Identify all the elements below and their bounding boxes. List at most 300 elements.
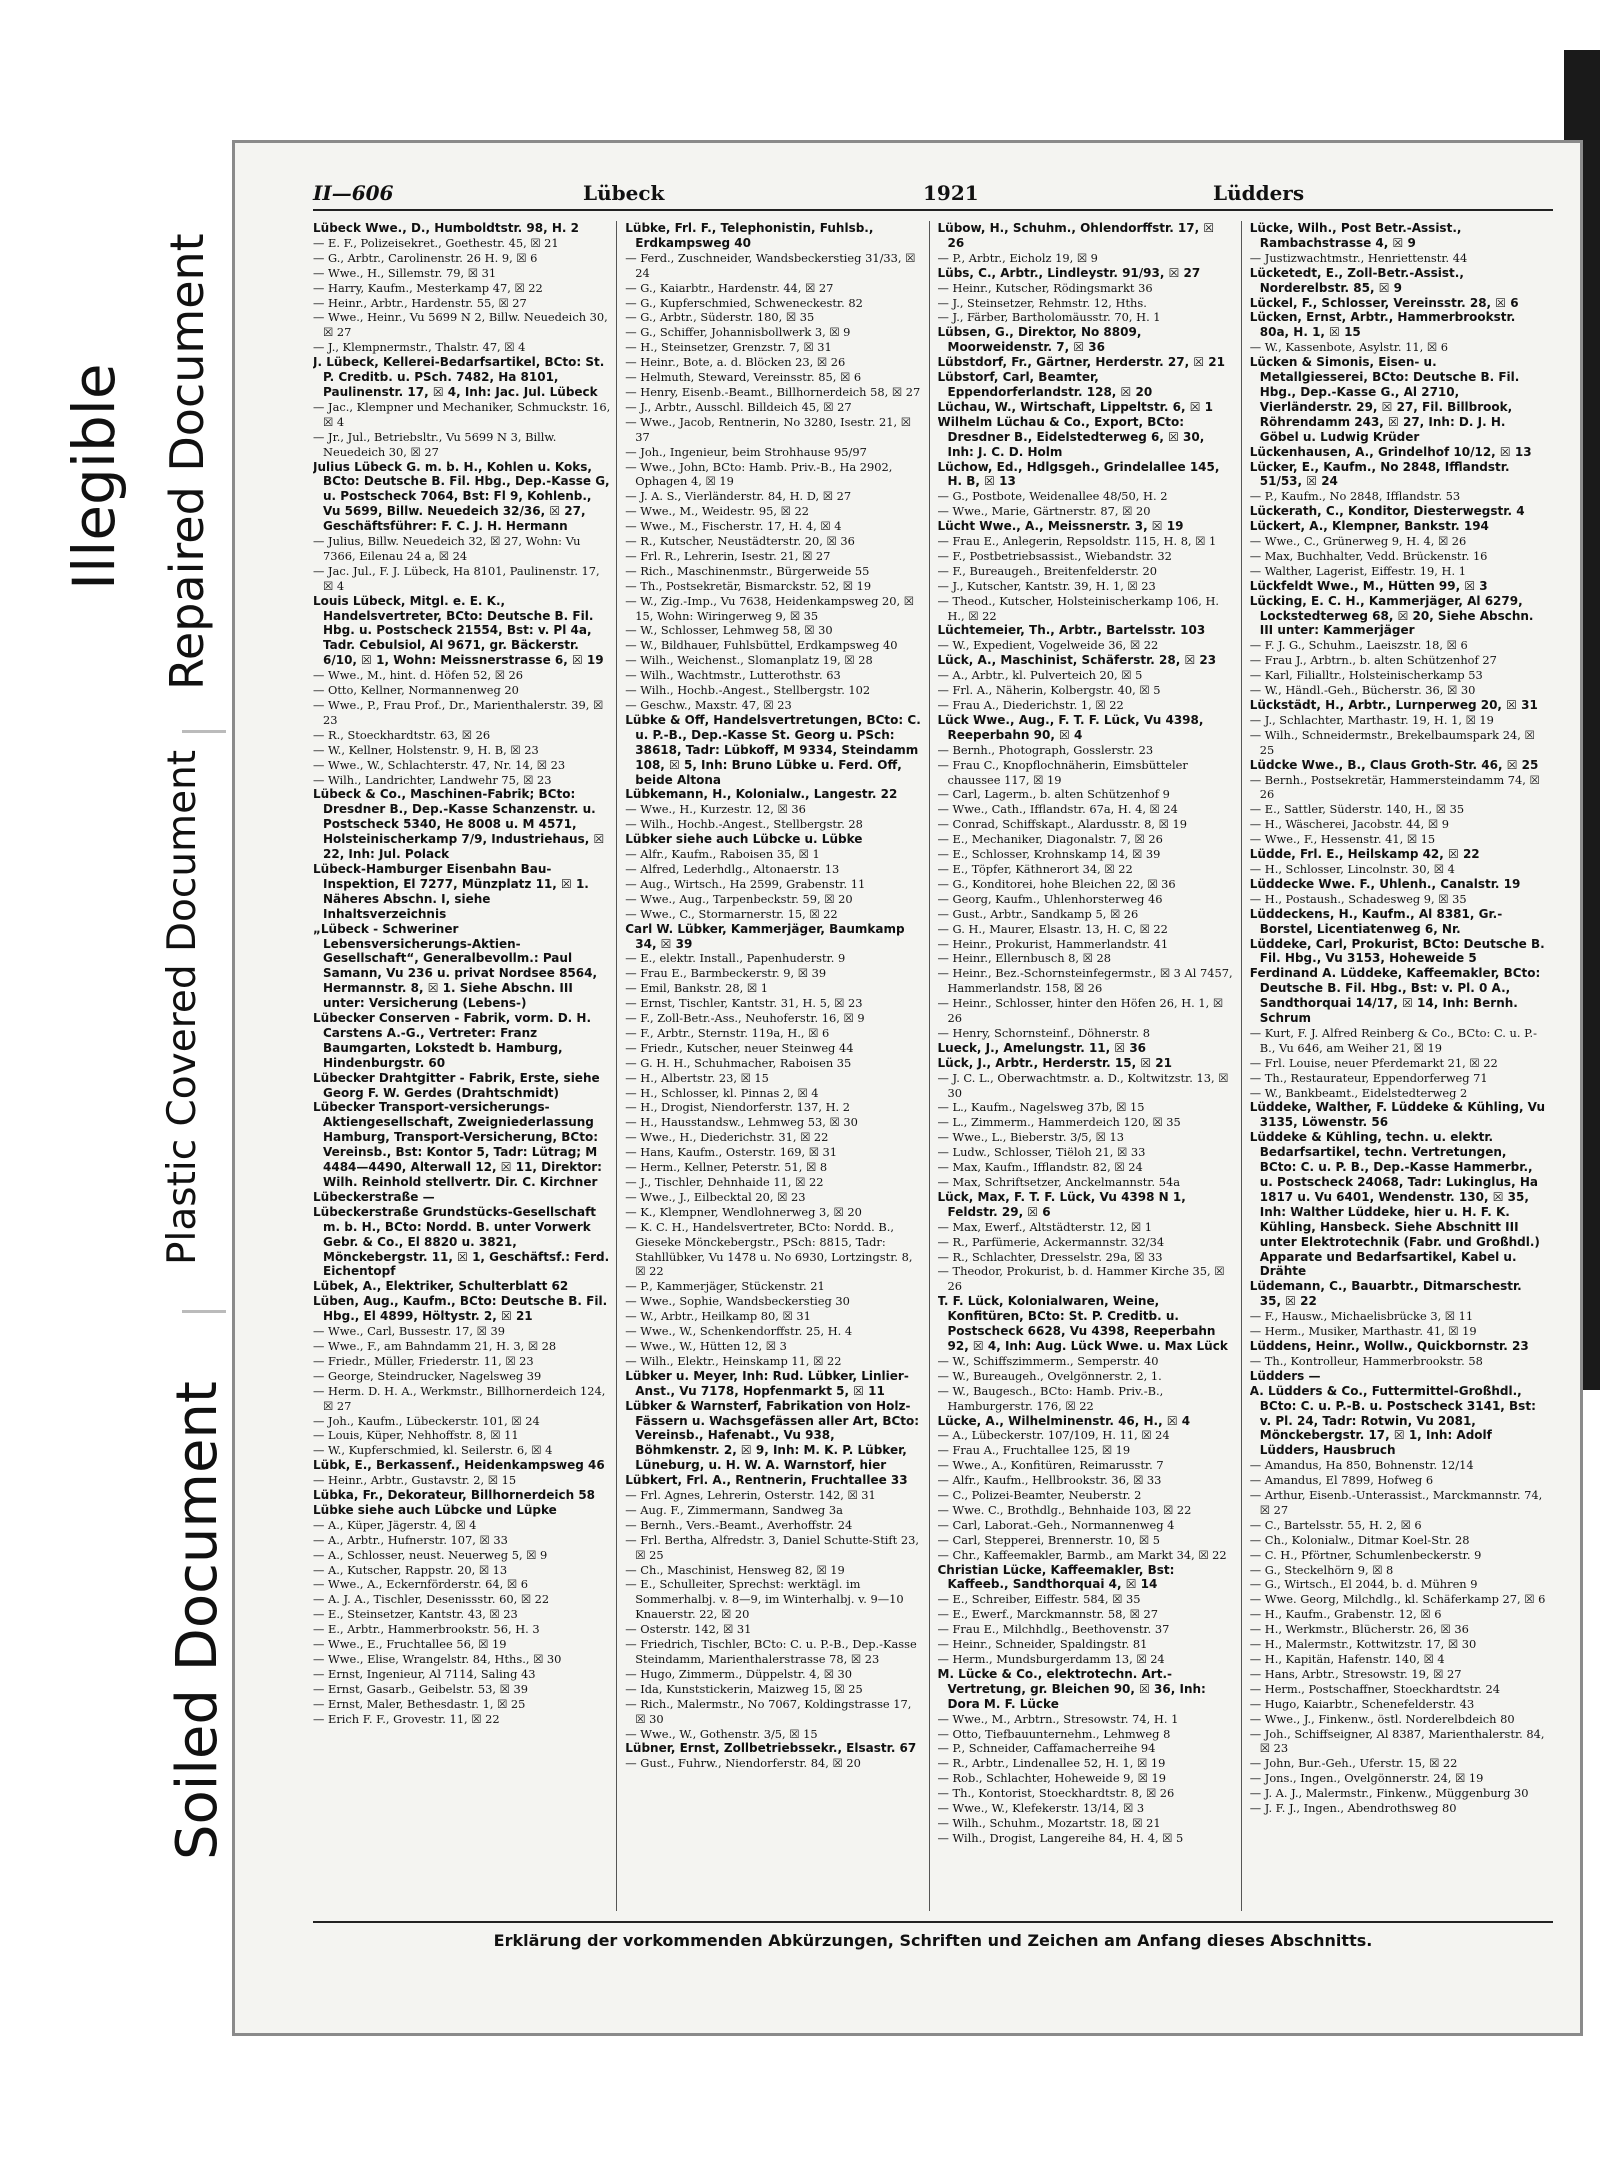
directory-entry: — F., Postbetriebsassist., Wiebandstr. 32	[937, 548, 1172, 563]
directory-entry: — Carl, Stepperei, Brennerstr. 10, ☒ 5	[937, 1532, 1160, 1547]
directory-entry: — W., Kellner, Holstenstr. 9, H. B, ☒ 23	[313, 742, 539, 757]
directory-entry: — Wwe., J., Finkenw., östl. Norderelbdeich 80	[1249, 1711, 1515, 1726]
directory-entry: — Jac., Klempner und Mechaniker, Schmuckstr. 16, ☒ 4	[313, 399, 611, 429]
directory-entry: — A., Arbtr., kl. Pulverteich 20, ☒ 5	[937, 668, 1143, 683]
directory-entry: — Justizwachtmstr., Henriettenstr. 44	[1249, 250, 1468, 265]
directory-entry: — Wwe., J., Eilbecktal 20, ☒ 23	[625, 1189, 806, 1204]
directory-entry: — Wwe., Marie, Gärtnerstr. 87, ☒ 20	[937, 504, 1151, 519]
directory-entry: — Hugo, Zimmerm., Düppelstr. 4, ☒ 30	[625, 1666, 853, 1681]
directory-entry: — Friedr., Kutscher, neuer Steinweg 44	[625, 1040, 854, 1055]
directory-entry: Lübner, Ernst, Zollbetriebssekr., Elsastr. 67	[625, 1741, 917, 1756]
directory-entry: Christian Lücke, Kaffeemakler, Bst: Kaffeeb., Sandthorquai 4, ☒ 14	[937, 1562, 1175, 1592]
directory-entry: — Frau A., Diederichstr. 1, ☒ 22	[937, 698, 1124, 712]
directory-entry: — Frl. A., Näherin, Kolbergstr. 40, ☒ 5	[937, 683, 1161, 698]
directory-entry: — P., Kaufm., No 2848, Ifflandstr. 53	[1249, 489, 1461, 504]
directory-entry: — Walther, Lagerist, Eiffestr. 19, H. 1	[1249, 563, 1466, 578]
directory-entry: — Bernh., Postsekretär, Hammersteindamm 74, ☒ 26	[1249, 772, 1540, 802]
directory-entry: — H., Schlosser, kl. Pinnas 2, ☒ 4	[625, 1085, 819, 1100]
directory-entry: — Wwe., A., Eckernförderstr. 64, ☒ 6	[313, 1577, 528, 1592]
directory-entry: — Wwe., A., Konfitüren, Reimarusstr. 7	[937, 1458, 1164, 1473]
directory-entry: — W., Bankbeamt., Eidelstedterweg 2	[1249, 1085, 1468, 1100]
directory-entry: — Ch., Maschinist, Hensweg 82, ☒ 19	[625, 1562, 845, 1577]
directory-entry: Lückel, F., Schlosser, Vereinsstr. 28, ☒ 6	[1249, 295, 1519, 310]
directory-entry: — Geschw., Maxstr. 47, ☒ 23	[625, 698, 792, 712]
directory-column-4	[1250, 221, 1553, 1911]
directory-entry: Lücker, E., Kaufm., No 2848, Ifflandstr. 51/53, ☒ 24	[1249, 459, 1510, 489]
directory-entry: Lübeck Wwe., D., Humboldtstr. 98, H. 2	[313, 221, 579, 235]
directory-entry: — Th., Kontorist, Stoeckhardtstr. 8, ☒ 26	[937, 1786, 1175, 1801]
directory-entry: Lüdders —	[1249, 1368, 1321, 1383]
directory-entry: — Jac. Jul., F. J. Lübeck, Ha 8101, Paulinenstr. 17, ☒ 4	[313, 563, 600, 593]
running-head	[313, 173, 1553, 211]
directory-entry: — J. A. S., Vierländerstr. 84, H. D, ☒ 27	[625, 489, 852, 504]
directory-entry: — H., Drogist, Niendorferstr. 137, H. 2	[625, 1100, 851, 1115]
directory-entry: — Karl, Filialltr., Holsteinischerkamp 53	[1249, 668, 1483, 683]
directory-entry: — Emil, Bankstr. 28, ☒ 1	[625, 981, 768, 996]
directory-entry: — Wwe., H., Diederichstr. 31, ☒ 22	[625, 1130, 829, 1145]
directory-entry: — Wwe., Sophie, Wandsbeckerstieg 30	[625, 1294, 850, 1309]
directory-entry: — R., Stoeckhardtstr. 63, ☒ 26	[313, 727, 491, 742]
directory-entry: — H., Kapitän, Hafenstr. 140, ☒ 4	[1249, 1652, 1445, 1666]
directory-entry: — Wilh., Schneidermstr., Brekelbaumspark 24, ☒ 25	[1249, 727, 1535, 757]
directory-entry: — Ernst, Gasarb., Geibelstr. 53, ☒ 39	[313, 1681, 528, 1696]
directory-entry: — Ch., Kolonialw., Ditmar Koel-Str. 28	[1249, 1532, 1470, 1547]
directory-entry: — Wilh., Weichenst., Slomanplatz 19, ☒ 28	[625, 653, 873, 668]
directory-entry: Lüddeke, Walther, F. Lüddeke & Kühling, Vu 3135, Löwenstr. 56	[1249, 1100, 1546, 1130]
directory-entry: — W., Expedient, Vogelweide 36, ☒ 22	[937, 638, 1159, 653]
directory-columns	[313, 221, 1553, 1911]
directory-entry: — Alfr., Kaufm., Hellbrookstr. 36, ☒ 33	[937, 1473, 1162, 1488]
footer-note: Erklärung der vorkommenden Abkürzungen, Schriften und Zeichen am Anfang dieses Abschnitts.	[493, 1931, 1373, 1950]
directory-entry: — W., Zig.-Imp., Vu 7638, Heidenkampsweg 20, ☒ 15, Wohn: Wiringerweg 9, ☒ 35	[625, 593, 914, 623]
page-content	[313, 173, 1553, 2013]
directory-entry: — Wwe., M., Weidestr. 95, ☒ 22	[625, 504, 809, 519]
directory-entry: — A., Küper, Jägerstr. 4, ☒ 4	[313, 1517, 477, 1532]
head-left-word: Lübeck	[583, 181, 665, 205]
directory-entry: — G., Schiffer, Johannisbollwerk 3, ☒ 9	[625, 325, 851, 340]
directory-entry: — Friedr., Müller, Friederstr. 11, ☒ 23	[313, 1353, 534, 1368]
directory-entry: — G. H. H., Schuhmacher, Raboisen 35	[625, 1055, 852, 1070]
directory-entry: — Max, Schriftsetzer, Anckelmannstr. 54a	[937, 1175, 1181, 1189]
directory-entry: — E., Mechaniker, Diagonalstr. 7, ☒ 26	[937, 832, 1163, 847]
directory-entry: — Wwe., L., Bieberstr. 3/5, ☒ 13	[937, 1130, 1124, 1145]
directory-entry: Lübkert, Frl. A., Rentnerin, Fruchtallee 33	[625, 1473, 908, 1488]
directory-entry: — Wwe., C., Stormarnerstr. 15, ☒ 22	[625, 906, 838, 921]
directory-column-3	[938, 221, 1242, 1911]
directory-entry: Lübke, Frl. F., Telephonistin, Fuhlsb., Erdkampsweg 40	[625, 221, 874, 250]
directory-entry: Lücketedt, E., Zoll-Betr.-Assist., Norderelbstr. 85, ☒ 9	[1249, 265, 1464, 295]
directory-entry: — K. C. H., Handelsvertreter, BCto: Nordd. B., Gieseke Mönckebergstr., PSch: 8815, Tadr: Stahllübker, Vu 1478 u. No 6930, Lortzingstr. 8, ☒ 22	[625, 1219, 913, 1279]
directory-entry: — H., Postaush., Schadesweg 9, ☒ 35	[1249, 891, 1467, 906]
directory-entry: — Gust., Fuhrw., Niendorferstr. 84, ☒ 20	[625, 1756, 861, 1771]
directory-entry: Lübeck & Co., Maschinen-Fabrik; BCto: Dresdner B., Dep.-Kasse Schanzenstr. u. Postscheck 5340, He 8008 u. M 4571, Holsteinischerkamp 7/9, Industriehaus, ☒ 22, Inh: Jul. Polack	[313, 787, 605, 862]
directory-entry: — G., Arbtr., Süderstr. 180, ☒ 35	[625, 310, 815, 325]
directory-entry: — Herm., Musiker, Marthastr. 41, ☒ 19	[1249, 1324, 1477, 1339]
directory-entry: — R., Arbtr., Lindenallee 52, H. 1, ☒ 19	[937, 1756, 1166, 1771]
directory-entry: — Alfr., Kaufm., Raboisen 35, ☒ 1	[625, 847, 820, 862]
directory-entry: — W., Bildhauer, Fuhlsbüttel, Erdkampsweg 40	[625, 638, 898, 653]
directory-entry: — J., Schlachter, Marthastr. 19, H. 1, ☒ 19	[1249, 712, 1494, 727]
directory-entry: — Theodor, Prokurist, b. d. Hammer Kirche 35, ☒ 26	[937, 1264, 1225, 1294]
directory-column-1	[313, 221, 617, 1911]
directory-entry: — Wwe., Jacob, Rentnerin, No 3280, Isestr. 21, ☒ 37	[625, 414, 911, 444]
directory-entry: — H., Werkmstr., Blücherstr. 26, ☒ 36	[1249, 1622, 1469, 1637]
directory-entry: — Herm., Postschaffner, Stoeckhardtstr. 24	[1249, 1681, 1501, 1696]
directory-entry: „Lübeck - Schweriner Lebensversicherungs-Aktien-Gesellschaft“, Generalbevollm.: Paul Samann, Vu 236 u. privat Nordsee 8564, Hermannstr. 8, ☒ 1. Siehe Abschn. III unter: Versicherung (Lebens-)	[313, 921, 598, 1011]
directory-entry: Lüchau, W., Wirtschaft, Lippeltstr. 6, ☒ 1	[937, 399, 1213, 414]
directory-entry: — Gust., Arbtr., Sandkamp 5, ☒ 26	[937, 906, 1139, 921]
directory-entry: — Wilh., Wachtmstr., Lutterothstr. 63	[625, 668, 841, 683]
directory-entry: Lüddeke, Carl, Prokurist, BCto: Deutsche B. Fil. Hbg., Vu 3153, Hoheweide 5	[1249, 936, 1545, 966]
directory-entry: — F., Zoll-Betr.-Ass., Neuhoferstr. 16, ☒ 9	[625, 1011, 865, 1026]
directory-entry: Lüdde, Frl. E., Heilskamp 42, ☒ 22	[1249, 847, 1480, 862]
directory-entry: — W., Händl.-Geh., Bücherstr. 36, ☒ 30	[1249, 683, 1476, 698]
directory-entry: — Max, Ewerf., Altstädterstr. 12, ☒ 1	[937, 1219, 1152, 1234]
directory-entry: Lübeckerstraße —	[313, 1189, 435, 1204]
directory-entry: — Wwe. C., Brothdlg., Behnhaide 103, ☒ 22	[937, 1502, 1192, 1517]
directory-entry: — Friedrich, Tischler, BCto: C. u. P.-B., Dep.-Kasse Steindamm, Marienthalerstrasse 78, ☒ 23	[625, 1637, 917, 1666]
directory-entry: Lüdemann, C., Bauarbtr., Ditmarschestr. 35, ☒ 22	[1249, 1279, 1522, 1309]
directory-entry: — J., Klempnermstr., Thalstr. 47, ☒ 4	[313, 340, 526, 355]
directory-entry: — E., Schreiber, Eiffestr. 584, ☒ 35	[937, 1592, 1141, 1607]
directory-entry: — A. J. A., Tischler, Desenissstr. 60, ☒ 22	[313, 1592, 550, 1607]
directory-entry: — E., Arbtr., Hammerbrookstr. 56, H. 3	[313, 1622, 540, 1637]
directory-entry: Lüddecke Wwe. F., Uhlenh., Canalstr. 19	[1249, 876, 1521, 891]
directory-entry: — A., Schlosser, neust. Neuerweg 5, ☒ 9	[313, 1547, 548, 1562]
directory-entry: Lueck, J., Amelungstr. 11, ☒ 36	[937, 1040, 1147, 1055]
directory-entry: — Wwe., H., Sillemstr. 79, ☒ 31	[313, 265, 497, 280]
directory-entry: — H., Wäscherei, Jacobstr. 44, ☒ 9	[1249, 817, 1449, 832]
directory-entry: M. Lücke & Co., elektrotechn. Art.-Vertretung, gr. Bleichen 90, ☒ 36, Inh: Dora M. F. Lücke	[937, 1666, 1206, 1711]
directory-entry: — J. C. L., Oberwachtmstr. a. D., Koltwitzstr. 13, ☒ 30	[937, 1070, 1229, 1100]
directory-entry: — Amandus, Ha 850, Bohnenstr. 12/14	[1249, 1458, 1474, 1473]
directory-entry: — John, Bur.-Geh., Uferstr. 15, ☒ 22	[1249, 1756, 1458, 1771]
directory-entry: Lübek, A., Elektriker, Schulterblatt 62	[313, 1279, 569, 1294]
directory-entry: — E., Ewerf., Marckmannstr. 58, ☒ 27	[937, 1607, 1158, 1622]
directory-entry: — Wilh., Hochb.-Angest., Stellbergstr. 102	[625, 683, 871, 698]
directory-entry: — Heinr., Schneider, Spaldingstr. 81	[937, 1637, 1148, 1652]
directory-entry: — Heinr., Arbtr., Gustavstr. 2, ☒ 15	[313, 1473, 517, 1488]
directory-entry: — Chr., Kaffeemakler, Barmb., am Markt 34, ☒ 22	[937, 1547, 1227, 1562]
directory-entry: — Ernst, Maler, Bethesdastr. 1, ☒ 25	[313, 1696, 526, 1711]
directory-entry: — Joh., Schiffseigner, Al 8387, Marienthalerstr. 84, ☒ 23	[1249, 1726, 1545, 1756]
directory-entry: — J., Arbtr., Ausschl. Billdeich 45, ☒ 27	[625, 399, 852, 414]
directory-entry: — Ernst, Ingenieur, Al 7114, Saling 43	[313, 1666, 536, 1681]
directory-entry: — Carl, Lagerm., b. alten Schützenhof 9	[937, 787, 1170, 802]
directory-entry: Lübow, H., Schuhm., Ohlendorffstr. 17, ☒ 26	[937, 221, 1215, 250]
directory-entry: — L., Kaufm., Nagelsweg 37b, ☒ 15	[937, 1100, 1145, 1115]
directory-entry: — Wilh., Landrichter, Landwehr 75, ☒ 23	[313, 772, 552, 787]
directory-entry: — H., Steinsetzer, Grenzstr. 7, ☒ 31	[625, 340, 832, 355]
directory-entry: — Max, Kaufm., Ifflandstr. 82, ☒ 24	[937, 1160, 1143, 1175]
directory-entry: Lüddeckens, H., Kaufm., Al 8381, Gr.-Borstel, Licentiatenweg 6, Nr.	[1249, 906, 1503, 936]
directory-entry: Lübke siehe auch Lübcke und Lüpke	[313, 1502, 557, 1517]
directory-entry: — Heinr., Bote, a. d. Blöcken 23, ☒ 26	[625, 355, 846, 370]
directory-entry: — Wwe., M., Arbtrn., Stresowstr. 74, H. 1	[937, 1711, 1179, 1726]
directory-entry: — P., Kammerjäger, Stückenstr. 21	[625, 1279, 825, 1294]
directory-entry: — C. H., Pförtner, Schumlenbeckerstr. 9	[1249, 1547, 1482, 1562]
directory-entry: — Rich., Malermstr., No 7067, Koldingstrasse 17, ☒ 30	[625, 1696, 912, 1726]
directory-entry: — E., Schulleiter, Sprechst: werktägl. im Sommerhalbj. v. 8—9, im Winterhalbj. v. 9—10 Knauerstr. 22, ☒ 20	[625, 1577, 904, 1622]
directory-entry: Lüchow, Ed., Hdlgsgeh., Grindelallee 145, H. B, ☒ 13	[937, 459, 1220, 489]
directory-entry: — R., Schlachter, Dresselstr. 29a, ☒ 33	[937, 1249, 1163, 1264]
directory-entry: Lübecker Conserven - Fabrik, vorm. D. H. Carstens A.-G., Vertreter: Franz Baumgarten, Lokstedt b. Hamburg, Hindenburgstr. 60	[313, 1011, 592, 1070]
directory-entry: — H., Schlosser, Lincolnstr. 30, ☒ 4	[1249, 861, 1455, 876]
directory-entry: Lückstädt, H., Arbtr., Lurnperweg 20, ☒ 31	[1249, 698, 1538, 712]
scanned-page	[232, 140, 1583, 2036]
directory-entry: — Wilh., Hochb.-Angest., Stellbergstr. 28	[625, 817, 863, 832]
directory-entry: — Kurt, F. J. Alfred Reinberg & Co., BCto: C. u. P.-B., Vu 646, am Weiher 21, ☒ 19	[1249, 1025, 1537, 1055]
directory-entry: — W., Kassenbote, Asylstr. 11, ☒ 6	[1249, 340, 1448, 355]
directory-entry: — Frau J., Arbtrn., b. alten Schützenhof 27	[1249, 653, 1497, 668]
directory-entry: — H., Kaufm., Grabenstr. 12, ☒ 6	[1249, 1607, 1442, 1622]
directory-entry: Carl W. Lübker, Kammerjäger, Baumkamp 34, ☒ 39	[625, 921, 905, 951]
directory-entry: Julius Lübeck G. m. b. H., Kohlen u. Koks, BCto: Deutsche B. Fil. Hbg., Dep.-Kasse G, u. Postscheck 7064, Bst: Fl 9, Kohlenb., Vu 5699, Billw. Neuedeich 32/36, ☒ 27, Geschäftsführer: F. C. J. H. Hermann	[313, 459, 610, 534]
directory-entry: — Heinr., Ellernbusch 8, ☒ 28	[937, 951, 1111, 966]
directory-entry: — A., Kutscher, Rappstr. 20, ☒ 13	[313, 1562, 508, 1577]
directory-entry: — P., Arbtr., Eicholz 19, ☒ 9	[937, 250, 1098, 265]
directory-entry: Lüdcke Wwe., B., Claus Groth-Str. 46, ☒ 25	[1249, 757, 1539, 772]
page-number: II—606	[313, 181, 394, 205]
directory-entry: — Wwe., W., Schenkendorffstr. 25, H. 4	[625, 1324, 853, 1339]
directory-entry: — Hugo, Kaiarbtr., Schenefelderstr. 43	[1249, 1696, 1475, 1711]
directory-entry: — Wwe., John, BCto: Hamb. Priv.-B., Ha 2902, Ophagen 4, ☒ 19	[625, 459, 893, 489]
directory-entry: — Erich F. F., Grovestr. 11, ☒ 22	[313, 1711, 500, 1726]
directory-entry: — G., Arbtr., Carolinenstr. 26 H. 9, ☒ 6	[313, 250, 538, 265]
directory-entry: — W., Kupferschmied, kl. Seilerstr. 6, ☒ 4	[313, 1443, 553, 1458]
directory-entry: Lübk, E., Berkassenf., Heidenkampsweg 46	[313, 1458, 605, 1473]
directory-entry: — Carl, Laborat.-Geh., Normannenweg 4	[937, 1517, 1175, 1532]
directory-entry: — Louis, Küper, Nehhoffstr. 8, ☒ 11	[313, 1428, 519, 1443]
directory-entry: — Wwe., Cath., Ifflandstr. 67a, H. 4, ☒ 24	[937, 802, 1178, 817]
label-plastic-covered-document: Plastic Covered Document	[160, 749, 205, 1265]
directory-entry: — Wilh., Elektr., Heinskamp 11, ☒ 22	[625, 1353, 842, 1368]
directory-entry: — Th., Kontrolleur, Hammerbrookstr. 58	[1249, 1353, 1483, 1368]
directory-entry: — R., Parfümerie, Ackermannstr. 32/34	[937, 1234, 1165, 1249]
directory-entry: Lück, A., Maschinist, Schäferstr. 28, ☒ 23	[937, 653, 1217, 668]
directory-entry: — Rob., Schlachter, Hoheweide 9, ☒ 19	[937, 1771, 1166, 1786]
directory-entry: — J. F. J., Ingen., Abendrothsweg 80	[1249, 1801, 1457, 1816]
directory-entry: — G., Konditorei, hohe Bleichen 22, ☒ 36	[937, 876, 1176, 891]
directory-entry: — Aug., Wirtsch., Ha 2599, Grabenstr. 11	[625, 876, 866, 891]
directory-entry: — Heinr., Schlosser, hinter den Höfen 26, H. 1, ☒ 26	[937, 996, 1224, 1026]
directory-entry: — F., Bureaugeh., Breitenfelderstr. 20	[937, 563, 1158, 578]
directory-entry: — Julius, Billw. Neuedeich 32, ☒ 27, Wohn: Vu 7366, Eilenau 24 a, ☒ 24	[313, 534, 581, 563]
directory-entry: — Jr., Jul., Betriebsltr., Vu 5699 N 3, Billw. Neuedeich 30, ☒ 27	[313, 429, 557, 459]
directory-entry: — Osterstr. 142, ☒ 31	[625, 1622, 752, 1637]
directory-entry: — F., Hausw., Michaelisbrücke 3, ☒ 11	[1249, 1309, 1474, 1324]
directory-entry: Ferdinand A. Lüddeke, Kaffeemakler, BCto: Deutsche B. Fil. Hbg., Bst: v. Pl. 0 A., Sandthorquai 14/17, ☒ 14, Inh: Bernh. Schrum	[1249, 966, 1541, 1026]
directory-entry: Lückerath, C., Konditor, Diesterwegstr. 4	[1249, 504, 1525, 519]
directory-entry: — Jons., Ingen., Ovelgönnerstr. 24, ☒ 19	[1249, 1771, 1484, 1786]
directory-entry: — G., Kaiarbtr., Hardenstr. 44, ☒ 27	[625, 280, 834, 295]
directory-entry: Lückenhausen, A., Grindelhof 10/12, ☒ 13	[1249, 444, 1532, 459]
directory-entry: Lübstdorf, Fr., Gärtner, Herderstr. 27, ☒ 21	[937, 355, 1225, 370]
directory-entry: — Wwe., Aug., Tarpenbeckstr. 59, ☒ 20	[625, 891, 853, 906]
directory-entry: — Th., Restaurateur, Eppendorferweg 71	[1249, 1070, 1488, 1085]
directory-entry: — W., Arbtr., Heilkamp 80, ☒ 31	[625, 1309, 811, 1324]
directory-entry: — Frl. Agnes, Lehrerin, Osterstr. 142, ☒ 31	[625, 1488, 876, 1503]
directory-entry: Lücking, E. C. H., Kammerjäger, Al 6279, Lockstedterweg 68, ☒ 20, Siehe Abschn. III unter: Kammerjäger	[1249, 593, 1534, 638]
directory-entry: — Ernst, Tischler, Kantstr. 31, H. 5, ☒ 23	[625, 996, 863, 1011]
directory-entry: Wilhelm Lüchau & Co., Export, BCto: Dresdner B., Eidelstedterweg 6, ☒ 30, Inh: J. C. D. Holm	[937, 414, 1205, 459]
directory-entry: Lübker u. Meyer, Inh: Rud. Lübker, Linlier-Anst., Vu 7178, Hopfenmarkt 5, ☒ 11	[625, 1368, 909, 1398]
directory-entry: Lücht Wwe., A., Meissnerstr. 3, ☒ 19	[937, 519, 1184, 534]
head-year: 1921	[923, 181, 979, 205]
directory-entry: — Wwe. Georg, Milchdlg., kl. Schäferkamp 27, ☒ 6	[1249, 1592, 1546, 1607]
label-repaired-document: Repaired Document	[160, 233, 214, 690]
directory-entry: Lücken & Simonis, Eisen- u. Metallgiesserei, BCto: Deutsche B. Fil. Hbg., Dep.-Kasse G., Al 2710, Vierländerstr. 29, ☒ 27, Fil. Billbrook, Röhrendamm 243, ☒ 27, Inh: D. J. H. Göbel u. Ludwig Krüder	[1249, 355, 1520, 444]
directory-entry: — Bernh., Photograph, Gosslerstr. 23	[937, 742, 1154, 757]
directory-entry: Lückfeldt Wwe., M., Hütten 99, ☒ 3	[1249, 578, 1488, 593]
directory-entry: — E., elektr. Install., Papenhuderstr. 9	[625, 951, 846, 966]
directory-entry: Lück, Max, F. T. F. Lück, Vu 4398 N 1, Feldstr. 29, ☒ 6	[937, 1189, 1186, 1219]
directory-entry: — A., Lübeckerstr. 107/109, H. 11, ☒ 24	[937, 1428, 1170, 1443]
directory-entry: — G., Postbote, Weidenallee 48/50, H. 2	[937, 489, 1168, 504]
directory-entry: — W., Bureaugeh., Ovelgönnerstr. 2, 1.	[937, 1368, 1162, 1383]
directory-entry: — Wwe., M., Fischerstr. 17, H. 4, ☒ 4	[625, 519, 842, 534]
directory-entry: — J., Tischler, Dehnhaide 11, ☒ 22	[625, 1175, 824, 1189]
directory-entry: — J., Steinsetzer, Rehmstr. 12, Hths.	[937, 295, 1147, 310]
directory-entry: — Herm., Kellner, Peterstr. 51, ☒ 8	[625, 1160, 828, 1175]
directory-entry: Lücke, A., Wilhelminenstr. 46, H., ☒ 4	[937, 1413, 1191, 1428]
directory-entry: Lübker siehe auch Lübcke u. Lübke	[625, 832, 863, 847]
directory-entry: — Helmuth, Steward, Vereinsstr. 85, ☒ 6	[625, 370, 862, 385]
directory-entry: Lübecker Transport-versicherungs-Aktiengesellschaft, Zweigniederlassung Hamburg, Transport-Versicherung, BCto: Vereinsb., Bst: Kontor 5, Tadr: Lütrag; M 4484—4490, Alterwall 12, ☒ 11, Direktor: Wilh. Reinhold stellvertr. Dir. C. Kirchner	[313, 1100, 602, 1189]
directory-entry: Lück, J., Arbtr., Herderstr. 15, ☒ 21	[937, 1055, 1172, 1070]
directory-entry: Louis Lübeck, Mitgl. e. E. K., Handelsvertreter, BCto: Deutsche B. Fil. Hbg. u. Postscheck 21554, Bst: v. Pl 4a, Tadr. Cebulsiol, Al 9671, gr. Bäckerstr. 6/10, ☒ 1, Wohn: Meissnerstrasse 6, ☒ 19	[313, 593, 604, 668]
label-illegible: Illegible	[60, 363, 128, 590]
directory-entry: J. Lübeck, Kellerei-Bedarfsartikel, BCto: St. P. Creditb. u. PSch. 7482, Ha 8101, Paulinenstr. 17, ☒ 4, Inh: Jac. Jul. Lübeck	[313, 355, 605, 399]
directory-entry: — Rich., Maschinenmstr., Bürgerweide 55	[625, 563, 870, 578]
directory-entry: Lüchtemeier, Th., Arbtr., Bartelsstr. 103	[937, 623, 1206, 638]
label-strip	[0, 0, 230, 2177]
directory-entry: — Joh., Ingenieur, beim Strohhause 95/97	[625, 444, 867, 459]
directory-entry: Lübka, Fr., Dekorateur, Billhornerdeich 58	[313, 1488, 596, 1503]
directory-entry: — G., Kupferschmied, Schweneckestr. 82	[625, 295, 863, 310]
directory-entry: A. Lüdders & Co., Futtermittel-Großhdl., BCto: C. u. P.-B. u. Postscheck 3141, Bst: v. Pl. 24, Tadr: Rotwin, Vu 2081, Mönckebergstr. 17, ☒ 1, Inh: Adolf Lüdders, Hausbruch	[1249, 1383, 1536, 1458]
directory-entry: Lübstorf, Carl, Beamter, Eppendorferlandstr. 128, ☒ 20	[937, 370, 1153, 399]
directory-entry: — Arthur, Eisenb.-Unterassist., Marckmannstr. 74, ☒ 27	[1249, 1488, 1543, 1517]
directory-entry: — Wwe., Carl, Bussestr. 17, ☒ 39	[313, 1324, 505, 1339]
directory-entry: Lübker & Warnsterf, Fabrikation von Holz-Fässern u. Wachsgefässen aller Art, BCto: Vereinsb., Hafenabt., Vu 938, Böhmkenstr. 2, ☒ 9, Inh: M. K. P. Lübker, Lüneburg, u. H. W. A. Warnstorf, hier	[625, 1398, 920, 1473]
directory-entry: — Harry, Kaufm., Mesterkamp 47, ☒ 22	[313, 280, 543, 295]
directory-entry: — J., Kutscher, Kantstr. 39, H. 1, ☒ 23	[937, 578, 1156, 593]
directory-entry: — W., Baugesch., BCto: Hamb. Priv.-B., Hamburgerstr. 176, ☒ 22	[937, 1383, 1164, 1413]
directory-entry: — Wwe., Elise, Wrangelstr. 84, Hths., ☒ 30	[313, 1652, 562, 1666]
directory-entry: Lübkemann, H., Kolonialw., Langestr. 22	[625, 787, 898, 802]
directory-entry: — G. H., Maurer, Elsastr. 13, H. C, ☒ 22	[937, 921, 1168, 936]
directory-entry: — Frau E., Barmbeckerstr. 9, ☒ 39	[625, 966, 827, 981]
directory-entry: Lübecker Drahtgitter - Fabrik, Erste, siehe Georg F. W. Gerdes (Drahtschmidt)	[313, 1070, 600, 1100]
directory-entry: — Hans, Kaufm., Osterstr. 169, ☒ 31	[625, 1145, 838, 1160]
directory-entry: — K., Klempner, Wendlohnerweg 3, ☒ 20	[625, 1204, 862, 1219]
directory-entry: — E. F., Polizeisekret., Goethestr. 45, ☒ 21	[313, 235, 559, 250]
directory-entry: — Heinr., Prokurist, Hammerlandstr. 41	[937, 936, 1169, 951]
directory-entry: — Wwe., E., Fruchtallee 56, ☒ 19	[313, 1637, 507, 1652]
directory-entry: — C., Bartelsstr. 55, H. 2, ☒ 6	[1249, 1517, 1422, 1532]
directory-entry: — Georg, Kaufm., Uhlenhorsterweg 46	[937, 891, 1163, 906]
directory-entry: — Bernh., Vers.-Beamt., Averhoffstr. 24	[625, 1517, 853, 1532]
directory-entry: — C., Polizei-Beamter, Neuberstr. 2	[937, 1488, 1142, 1503]
directory-entry: — Wwe., F., am Bahndamm 21, H. 3, ☒ 28	[313, 1338, 557, 1353]
directory-entry: — Henry, Eisenb.-Beamt., Billhornerdeich 58, ☒ 27	[625, 384, 921, 399]
directory-entry: — L., Zimmerm., Hammerdeich 120, ☒ 35	[937, 1115, 1181, 1130]
directory-entry: — Wwe., H., Kurzestr. 12, ☒ 36	[625, 802, 806, 817]
directory-entry: — Ferd., Zuschneider, Wandsbeckerstieg 31/33, ☒ 24	[625, 250, 916, 280]
directory-entry: Lübsen, G., Direktor, No 8809, Moorweidenstr. 7, ☒ 36	[937, 325, 1142, 355]
directory-entry: — Frl. R., Lehrerin, Isestr. 21, ☒ 27	[625, 548, 831, 563]
directory-entry: Lübs, C., Arbtr., Lindleystr. 91/93, ☒ 27	[937, 265, 1201, 280]
directory-entry: — Wwe., W., Gothenstr. 3/5, ☒ 15	[625, 1726, 818, 1741]
directory-entry: — Amandus, El 7899, Hofweg 6	[1249, 1473, 1434, 1488]
label-soiled-document: Soiled Document	[165, 1381, 230, 1860]
directory-entry: — Wilh., Schuhm., Mozartstr. 18, ☒ 21	[937, 1815, 1161, 1830]
directory-entry: — Wwe., W., Schlachterstr. 47, Nr. 14, ☒ 23	[313, 757, 566, 772]
directory-entry: — Wwe., P., Frau Prof., Dr., Marienthalerstr. 39, ☒ 23	[313, 698, 604, 727]
directory-entry: — H., Albertstr. 23, ☒ 15	[625, 1070, 769, 1085]
directory-entry: — Wwe., M., hint. d. Höfen 52, ☒ 26	[313, 668, 524, 683]
directory-entry: — H., Hausstandsw., Lehmweg 53, ☒ 30	[625, 1115, 858, 1130]
directory-entry: — Wwe., Heinr., Vu 5699 N 2, Billw. Neuedeich 30, ☒ 27	[313, 310, 608, 340]
directory-entry: — Heinr., Kutscher, Rödingsmarkt 36	[937, 280, 1153, 295]
directory-entry: — Wilh., Drogist, Langereihe 84, H. 4, ☒ 5	[937, 1830, 1184, 1845]
directory-entry: Lücke, Wilh., Post Betr.-Assist., Rambachstrasse 4, ☒ 9	[1249, 221, 1462, 250]
directory-entry: — Conrad, Schiffskapt., Alardusstr. 8, ☒ 19	[937, 817, 1187, 832]
directory-entry: — George, Steindrucker, Nagelsweg 39	[313, 1368, 542, 1383]
directory-entry: Lücken, Ernst, Arbtr., Hammerbrookstr. 80a, H. 1, ☒ 15	[1249, 310, 1516, 340]
directory-entry: — Wwe., W., Hütten 12, ☒ 3	[625, 1338, 787, 1353]
directory-entry: — J. A. J., Malermstr., Finkenw., Müggenburg 30	[1249, 1786, 1529, 1801]
directory-entry: — Otto, Kellner, Normannenweg 20	[313, 683, 519, 698]
directory-entry: — Frau E., Milchhdlg., Beethovenstr. 37	[937, 1622, 1170, 1637]
directory-entry: — Herm., Mundsburgerdamm 13, ☒ 24	[937, 1652, 1165, 1666]
directory-entry: — A., Arbtr., Hufnerstr. 107, ☒ 33	[313, 1532, 508, 1547]
directory-entry: T. F. Lück, Kolonialwaren, Weine, Konfitüren, BCto: St. P. Creditb. u. Postscheck 6628, Vu 4398, Reeperbahn 92, ☒ 4, Inh: Aug. Lück Wwe. u. Max Lück	[937, 1294, 1228, 1353]
directory-entry: — H., Malermstr., Kottwitzstr. 17, ☒ 30	[1249, 1637, 1477, 1652]
directory-entry: — G., Wirtsch., El 2044, b. d. Mühren 9	[1249, 1577, 1478, 1592]
directory-entry: — Hans, Arbtr., Stresowstr. 19, ☒ 27	[1249, 1666, 1462, 1681]
directory-entry: — F., Arbtr., Sternstr. 119a, H., ☒ 6	[625, 1025, 830, 1040]
footer-rule	[313, 1921, 1553, 1923]
directory-entry: Lück Wwe., Aug., F. T. F. Lück, Vu 4398, Reeperbahn 90, ☒ 4	[937, 712, 1204, 742]
directory-entry: — Frau E., Anlegerin, Repsoldstr. 115, H. 8, ☒ 1	[937, 534, 1217, 549]
directory-entry: — Max, Buchhalter, Vedd. Brückenstr. 16	[1249, 548, 1488, 563]
directory-entry: — Wwe., F., Hessenstr. 41, ☒ 15	[1249, 832, 1436, 847]
directory-entry: — R., Kutscher, Neustädterstr. 20, ☒ 36	[625, 534, 855, 549]
directory-entry: — Frl. Bertha, Alfredstr. 3, Daniel Schutte-Stift 23, ☒ 25	[625, 1532, 919, 1562]
directory-entry: Lüddens, Heinr., Wollw., Quickbornstr. 23	[1249, 1338, 1529, 1353]
label-separator	[182, 730, 226, 733]
directory-entry: — Heinr., Arbtr., Hardenstr. 55, ☒ 27	[313, 295, 527, 310]
directory-entry: — P., Schneider, Caffamacherreihe 94	[937, 1741, 1156, 1756]
directory-entry: — F. J. G., Schuhm., Laeiszstr. 18, ☒ 6	[1249, 638, 1468, 653]
directory-entry: — Frl. Louise, neuer Pferdemarkt 21, ☒ 22	[1249, 1055, 1498, 1070]
directory-entry: — Wwe., C., Grünerweg 9, H. 4, ☒ 26	[1249, 534, 1467, 549]
directory-entry: — E., Töpfer, Käthnerort 34, ☒ 22	[937, 861, 1133, 876]
directory-entry: — Herm. D. H. A., Werkmstr., Billhornerdeich 124, ☒ 27	[313, 1383, 606, 1413]
directory-entry: — E., Steinsetzer, Kantstr. 43, ☒ 23	[313, 1607, 518, 1622]
head-right-word: Lüdders	[1213, 181, 1305, 205]
directory-entry: — W., Schlosser, Lehmweg 58, ☒ 30	[625, 623, 833, 638]
directory-entry: Lübeck-Hamburger Eisenbahn Bau-Inspektion, El 7277, Münzplatz 11, ☒ 1. Näheres Abschn. I, siehe Inhaltsverzeichnis	[313, 861, 589, 921]
directory-entry: Lübke & Off, Handelsvertretungen, BCto: C. u. P.-B., Dep.-Kasse St. Georg u. PSch: 38618, Tadr: Lübkoff, M 9334, Steindamm 108, ☒ 5, Inh: Bruno Lübke u. Ferd. Off, beide Altona	[625, 712, 921, 787]
directory-entry: Lübeckerstraße Grundstücks-Gesellschaft m. b. H., BCto: Nordd. B. unter Vorwerk Gebr. & Co., El 8820 u. 3821, Mönckebergstr. 11, ☒ 1, Geschäftsf.: Ferd. Eichentopf	[313, 1204, 610, 1279]
directory-entry: — W., Schiffszimmerm., Semperstr. 40	[937, 1353, 1159, 1368]
directory-entry: — Aug. F., Zimmermann, Sandweg 3a	[625, 1502, 843, 1517]
directory-entry: — E., Schlosser, Krohnskamp 14, ☒ 39	[937, 847, 1161, 862]
directory-entry: — E., Sattler, Süderstr. 140, H., ☒ 35	[1249, 802, 1465, 817]
